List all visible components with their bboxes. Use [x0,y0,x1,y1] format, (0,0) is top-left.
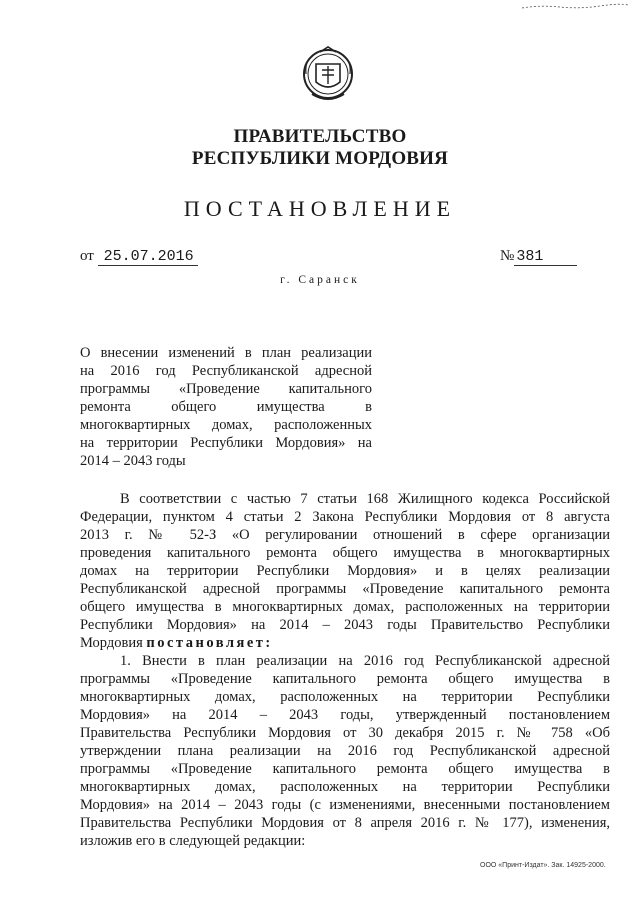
subject-line: на 2016 год Республиканской адресной [80,363,372,379]
document-number [500,248,577,265]
body-line: общего имущества в многоквартирных домах, расположенных на территории [80,599,610,615]
body-line: В соответствии с частью 7 статьи 168 Жилищного кодекса Российской [120,491,610,507]
body-line: программы «Проведение капитального ремонта общего имущества в [80,671,610,687]
coat-of-arms-emblem [300,44,356,106]
date-value: 25.07.2016 [98,248,198,266]
body-line: проведения капитального ремонта общего имущества в многоквартирных [80,545,610,561]
body-line: Мордовия» на 2014 – 2043 годы (с изменениями, внесенными постановлением [80,797,610,813]
document-body [80,490,610,850]
number-value: 381 [514,248,577,266]
resolves-word: постановляет: [146,635,273,651]
date-prefix: от [80,248,94,264]
subject-line: ремонта общего имущества в [80,399,372,415]
document-date [80,248,198,265]
resolution-prefix: Мордовия [80,635,147,651]
body-line: 2013 г. № 52-З «О регулировании отношений в сфере организации [80,527,610,543]
scan-artifact [520,2,630,12]
body-line: Республиканской адресной программы «Проведение капитального ремонта [80,581,610,597]
document-type-title: ПОСТАНОВЛЕНИЕ [183,196,457,221]
subject-line: программы «Проведение капитального [80,381,372,397]
number-prefix: № [500,248,515,264]
subject-line: 2014 – 2043 годы [80,453,186,469]
subject-line: О внесении изменений в план реализации [80,345,372,361]
printer-imprint: ООО «Принт-Издат». Зак. 14925-2000. [480,862,606,869]
city-name: г. Саранск [280,274,360,286]
subject-line: на территории Республики Мордовия» на [80,435,372,451]
body-line: 1. Внести в план реализации на 2016 год Республиканской адресной [120,653,610,669]
body-line: домах на территории Республики Мордовия» и в целях реализации [80,563,610,579]
body-line: многоквартирных домах, расположенных на территории Республики [80,779,610,795]
organization-name-line2: РЕСПУБЛИКИ МОРДОВИЯ [191,148,449,169]
document-subject [80,344,372,470]
body-line: Республики Мордовия» на 2014 – 2043 годы Правительство Республики [80,617,610,633]
subject-line: многоквартирных домах, расположенных [80,417,372,433]
body-line: программы «Проведение капитального ремонта общего имущества в [80,761,610,777]
body-line: изложив его в следующей редакции: [80,833,306,849]
body-line-resolution [80,634,610,652]
body-line: Правительства Республики Мордовия от 8 апреля 2016 г. № 177), изменения, [80,815,610,831]
body-line: Федерации, пунктом 4 статьи 2 Закона Республики Мордовия от 8 августа [80,509,610,525]
body-line: Мордовия» на 2014 – 2043 годы, утвержденный постановлением [80,707,610,723]
body-line: утверждении плана реализации на 2016 год Республиканской адресной [80,743,610,759]
body-line: многоквартирных домах, расположенных на территории Республики [80,689,610,705]
body-line: Правительства Республики Мордовия от 30 декабря 2015 г. № 758 «Об [80,725,610,741]
organization-name-line1: ПРАВИТЕЛЬСТВО [233,126,407,147]
